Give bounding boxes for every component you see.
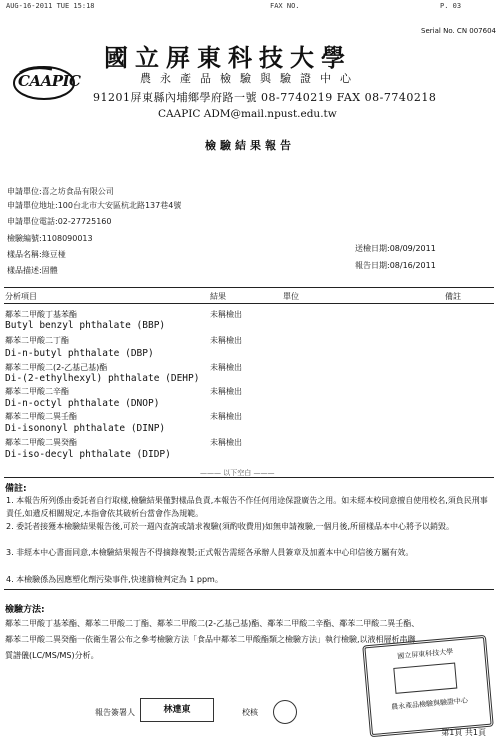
official-seal	[362, 635, 494, 737]
serial-number: Serial No. CN 007604	[421, 27, 496, 35]
table-row-en: Butyl benzyl phthalate (BBP)	[5, 320, 166, 331]
field-sample-name	[7, 249, 66, 260]
method-text: 鄰苯二甲酸丁基苯酯、鄰苯二甲酸二丁酯、鄰苯二甲酸二(2-乙基己基)酯、鄰苯二甲酸二辛酯、鄰苯二甲酸二異壬酯、鄰苯二甲酸二異癸酯一依衛生署公布之參考檢驗方法「食品中鄰苯二甲酸酯類之檢驗方法」執行檢驗,以液相層析串聯質譜儀(LC/MS/MS)分析。	[5, 619, 420, 660]
field-value: 100台北市大安區杭北路137巷4號	[57, 201, 182, 210]
note-item: 1. 本報告所列係由委託者自行取樣,檢驗結果僅對樣品負責,本報告不作任何用途保證廣告之用。如未經本校同意擅自使用校名,須負民刑事責任,如遺反相關規定,本指會依其破析台當會作為規範。	[6, 496, 488, 518]
table-bottom-rule	[4, 477, 494, 478]
table-top-rule	[4, 287, 494, 288]
caapic-logo	[12, 63, 81, 103]
field-phone	[7, 216, 112, 227]
table-row-result: 未稱檢出	[210, 387, 242, 396]
table-row-result: 未稱檢出	[210, 310, 242, 319]
field-value: 喜之坊食品有限公司	[41, 187, 114, 196]
end-of-table-mark: ——— 以下空白 ———	[200, 469, 275, 477]
field-value: 固體	[41, 266, 58, 275]
table-row-en: Di-(2-ethylhexyl) phthalate (DEHP)	[5, 373, 200, 384]
table-row-result: 未稱檢出	[210, 336, 242, 345]
table-row-en: Di-n-octyl phthalate (DNOP)	[5, 398, 160, 409]
table-row-result: 未稱檢出	[210, 412, 242, 421]
field-label: 申請單位:	[7, 187, 42, 196]
org-address: 91201屏東縣內埔鄉學府路一號 08-7740219 FAX 08-7740218	[93, 91, 437, 104]
issuer-name: 林達東	[163, 705, 191, 715]
table-row-en: Di-n-butyl phthalate (DBP)	[5, 348, 154, 359]
logo-text: CAAPIC	[18, 72, 81, 90]
page-footer: 第1頁 共1頁	[441, 728, 486, 737]
received-date-value: 08/09/2011	[389, 244, 436, 253]
field-value: 綠豆椪	[41, 250, 66, 259]
org-subtitle: 農永產品檢驗與驗證中心	[140, 72, 360, 85]
received-date	[355, 243, 436, 254]
report-title: 檢驗結果報告	[205, 139, 295, 152]
org-email: CAAPIC ADM@mail.npust.edu.tw	[158, 108, 337, 120]
field-value: 1108090013	[41, 234, 93, 243]
field-label: 樣品描述:	[7, 266, 42, 275]
fax-date: AUG-16-2011 TUE 15:18	[6, 2, 95, 10]
checker-label: 校核	[242, 708, 258, 717]
received-date-label: 送檢日期:	[355, 244, 390, 253]
report-date-label: 報告日期:	[355, 261, 390, 270]
table-header-rule	[4, 303, 494, 304]
field-address	[7, 200, 181, 211]
note-item: 3. 非經本中心書面同意,本檢驗結果報告不得摘錄複製;正式報告需經各承辦人員簽章及加蓋本中心印信後方屬有效。	[6, 548, 414, 557]
field-sample-description	[7, 265, 58, 276]
header-unit: 單位	[283, 292, 299, 301]
field-applicant	[7, 186, 114, 197]
note-item: 4. 本檢驗係為因應塑化劑污染事件,快速篩檢判定為 1 ppm。	[6, 575, 223, 584]
org-name: 國立屏東科技大學	[104, 43, 352, 72]
field-label: 樣品名稱:	[7, 250, 42, 259]
table-row-result: 未稱檢出	[210, 363, 242, 372]
notes-title: 備註:	[5, 484, 27, 494]
table-row-en: Di-isononyl phthalate (DINP)	[5, 423, 166, 434]
table-row-zh: 鄰苯二甲酸二辛酯	[5, 387, 69, 396]
field-value: 02-27725160	[57, 217, 112, 226]
header-analysis-item: 分析項目	[5, 292, 37, 301]
method-title: 檢驗方法:	[5, 605, 45, 615]
seal-line: 國立屏東科技大學	[396, 647, 454, 661]
table-row-zh: 鄰苯二甲酸二丁酯	[5, 336, 69, 345]
table-row-en: Di-iso-decyl phthalate (DIDP)	[5, 449, 171, 460]
table-row-zh: 鄰苯二甲酸丁基苯酯	[5, 310, 77, 319]
seal-inner-box	[393, 663, 457, 694]
seal-line: 農永產品檢驗與驗證中心	[390, 696, 469, 712]
table-row-zh: 鄰苯二甲酸二異癸酯	[5, 438, 77, 447]
issuer-label: 報告簽署人	[95, 708, 135, 717]
field-label: 申請單位電話:	[7, 217, 58, 226]
field-test-number	[7, 233, 93, 244]
issuer-signature-stamp	[140, 698, 214, 722]
header-remark: 備註	[445, 292, 461, 301]
notes-rule	[4, 589, 494, 590]
header-result: 結果	[210, 292, 226, 301]
table-row-zh: 鄰苯二甲酸二異壬酯	[5, 412, 77, 421]
table-row-result: 未稱檢出	[210, 438, 242, 447]
report-date	[355, 260, 436, 271]
fax-number: FAX NO.	[270, 2, 300, 10]
checker-signature-stamp	[273, 700, 297, 724]
fax-page: P. 03	[440, 2, 462, 10]
field-label: 檢驗編號:	[7, 234, 42, 243]
field-label: 申請單位地址:	[7, 201, 58, 210]
note-item: 2. 委託者接獲本檢驗結果報告後,可於一週內查詢或請求複驗(須酌收費用)如無申請複驗,一個月後,所留樣品本中心將予以銷毀。	[6, 522, 455, 531]
report-date-value: 08/16/2011	[389, 261, 436, 270]
table-row-zh: 鄰苯二甲酸二(2-乙基己基)酯	[5, 363, 108, 372]
